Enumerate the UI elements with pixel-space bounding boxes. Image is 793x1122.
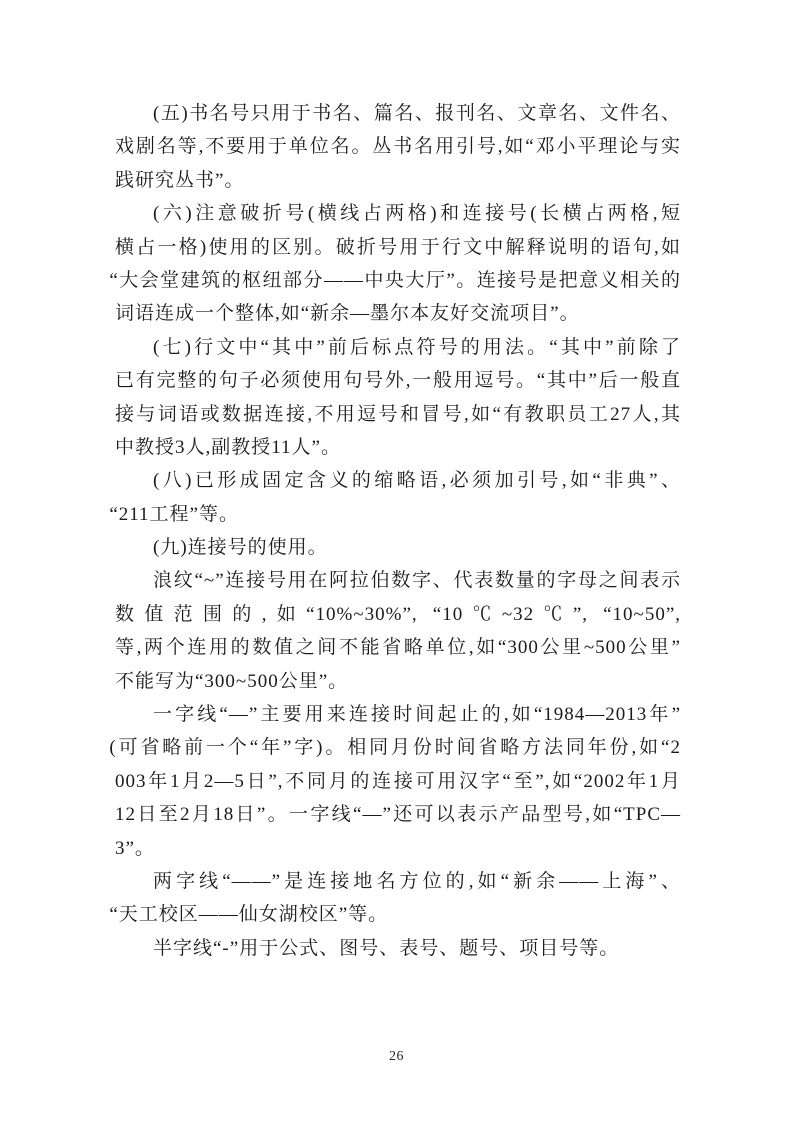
paragraph — [115, 97, 681, 197]
text-line: 已有完整的句子必须使用句号外,一般用逗号。“其中”后一般直 — [115, 370, 681, 392]
text-line: 不能写为“300~500公里”。 — [115, 670, 349, 692]
text-line: 等,两个连用的数值之间不能省略单位,如“300公里~500公里” — [115, 637, 681, 659]
text-line: 中教授3人,副教授11人”。 — [115, 436, 341, 458]
text-line: (五)书名号只用于书名、篇名、报刊名、文章名、文件名、 — [153, 103, 681, 124]
text-line: 践研究丛书”。 — [115, 169, 245, 191]
document-body — [109, 97, 681, 965]
paragraph — [115, 331, 681, 465]
text-line: (六)注意破折号(横线占两格)和连接号(长横占两格,短 — [153, 203, 681, 225]
text-line: (八)已形成固定含义的缩略语,必须加引号,如“非典”、 — [153, 470, 681, 492]
page-number: 26 — [389, 1049, 404, 1064]
text-line: 词语连成一个整体,如“新余—墨尔本友好交流项目”。 — [115, 303, 580, 325]
text-line: 戏剧名等,不要用于单位名。丛书名用引号,如“邓小平理论与实 — [115, 136, 681, 158]
text-line: 3”。 — [115, 837, 155, 859]
paragraph — [115, 932, 681, 965]
paragraph — [115, 564, 681, 698]
text-line: “211工程”等。 — [109, 503, 239, 525]
paragraph — [115, 531, 681, 564]
text-line: 两字线“——”是连接地名方位的,如“新余——上海”、 — [153, 870, 681, 892]
paragraph — [109, 464, 681, 531]
text-line: (可省略前一个“年”字)。相同月份时间省略方法同年份,如“2 — [109, 737, 681, 759]
text-line: 接与词语或数据连接,不用逗号和冒号,如“有教职员工27人,其 — [115, 403, 681, 425]
text-line: 数值范围的,如“10%~30%”, “10℃~32℃”, “10~50”, — [115, 603, 681, 625]
text-line: 003年1月2—5日”,不同月的连接可用汉字“至”,如“2002年1月 — [115, 770, 681, 792]
paragraph — [109, 865, 681, 932]
text-line: 一字线“—”主要用来连接时间起止的,如“1984—2013年” — [153, 704, 681, 726]
text-line: 12日至2月18日”。一字线“—”还可以表示产品型号,如“TPC— — [115, 804, 681, 826]
paragraph — [109, 197, 681, 331]
text-line: (七)行文中“其中”前后标点符号的用法。“其中”前除了 — [153, 336, 681, 358]
paragraph — [109, 698, 681, 865]
text-line: 浪纹“~”连接号用在阿拉伯数字、代表数量的字母之间表示 — [153, 570, 681, 592]
text-line: (九)连接号的使用。 — [153, 537, 328, 559]
text-line: 横占一格)使用的区别。破折号用于行文中解释说明的语句,如 — [115, 236, 681, 258]
text-line: 半字线“-”用于公式、图号、表号、题号、项目号等。 — [153, 937, 620, 959]
text-line: “大会堂建筑的枢纽部分——中央大厅”。连接号是把意义相关的 — [109, 269, 681, 291]
text-line: “天工校区——仙女湖校区”等。 — [109, 904, 389, 926]
